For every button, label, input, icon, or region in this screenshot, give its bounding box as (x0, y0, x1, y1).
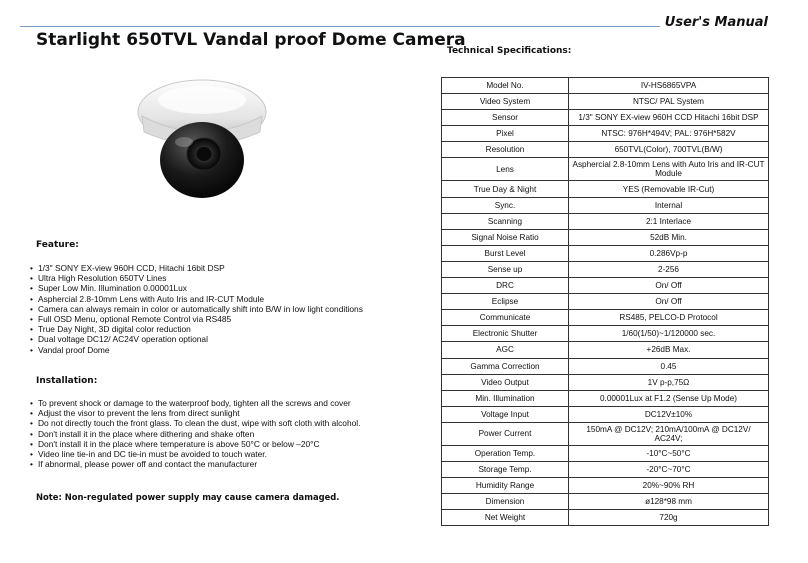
table-row (442, 445, 769, 461)
spec-value: 1/60(1/50)~1/120000 sec. (569, 326, 769, 342)
spec-value: Internal (569, 197, 769, 213)
spec-key: True Day & Night (442, 181, 569, 197)
spec-value: 52dB Min. (569, 229, 769, 245)
spec-value: On/ Off (569, 278, 769, 294)
spec-value: DC12V±10% (569, 406, 769, 422)
spec-key: Dimension (442, 494, 569, 510)
list-item: • True Day Night, 3D digital color reduction (30, 324, 363, 334)
power-supply-note: Note: Non-regulated power supply may cause camera damaged. (36, 492, 340, 502)
spec-key: Video System (442, 94, 569, 110)
table-row (442, 326, 769, 342)
spec-value: 0.45 (569, 358, 769, 374)
spec-value: 20%~90% RH (569, 478, 769, 494)
table-row (442, 310, 769, 326)
spec-key: Sense up (442, 261, 569, 277)
table-row (442, 181, 769, 197)
spec-key: Voltage Input (442, 406, 569, 422)
table-row (442, 245, 769, 261)
page-title: Starlight 650TVL Vandal proof Dome Camera (36, 30, 466, 50)
spec-key: Video Output (442, 374, 569, 390)
table-row (442, 278, 769, 294)
spec-value: Asphercial 2.8-10mm Lens with Auto Iris and IR-CUT Module (569, 158, 769, 181)
table-row (442, 390, 769, 406)
spec-key: Min. Illumination (442, 390, 569, 406)
feature-heading: Feature: (36, 240, 79, 250)
spec-value: 1V p-p,75Ω (569, 374, 769, 390)
list-item: • Don't install it in the place where dithering and shake often (30, 429, 360, 439)
table-row (442, 510, 769, 526)
spec-key: Pixel (442, 126, 569, 142)
spec-key: Eclipse (442, 294, 569, 310)
spec-key: Communicate (442, 310, 569, 326)
spec-value: -20°C~70°C (569, 461, 769, 477)
spec-value: 1/3" SONY EX-view 960H CCD Hitachi 16bit DSP (569, 110, 769, 126)
table-row (442, 142, 769, 158)
table-row (442, 478, 769, 494)
spec-key: Model No. (442, 78, 569, 94)
spec-value: -10°C~50°C (569, 445, 769, 461)
spec-value: NTSC: 976H*494V; PAL: 976H*582V (569, 126, 769, 142)
header-rule (20, 26, 660, 27)
feature-list (30, 263, 363, 355)
table-row (442, 94, 769, 110)
spec-key: Sync. (442, 197, 569, 213)
spec-key: DRC (442, 278, 569, 294)
list-item: • Video line tie-in and DC tie-in must be avoided to touch water. (30, 449, 360, 459)
spec-value: IV-HS6865VPA (569, 78, 769, 94)
spec-value: ø128*98 mm (569, 494, 769, 510)
spec-key: Scanning (442, 213, 569, 229)
table-row (442, 342, 769, 358)
spec-value: 150mA @ DC12V; 210mA/100mA @ DC12V/ AC24V; (569, 422, 769, 445)
list-item: • If abnormal, please power off and contact the manufacturer (30, 459, 360, 469)
spec-section-title: Technical Specifications: (447, 46, 572, 56)
table-row (442, 294, 769, 310)
list-item: • 1/3" SONY EX-view 960H CCD, Hitachi 16bit DSP (30, 263, 363, 273)
spec-value: 650TVL(Color), 700TVL(B/W) (569, 142, 769, 158)
list-item: • Dual voltage DC12/ AC24V operation optional (30, 334, 363, 344)
spec-value: 2:1 Interlace (569, 213, 769, 229)
spec-key: Signal Noise Ratio (442, 229, 569, 245)
manual-label: User's Manual (664, 15, 768, 30)
spec-key: Burst Level (442, 245, 569, 261)
list-item: • Vandal proof Dome (30, 345, 363, 355)
spec-value: +26dB Max. (569, 342, 769, 358)
table-row (442, 358, 769, 374)
spec-value: RS485, PELCO-D Protocol (569, 310, 769, 326)
list-item: • Full OSD Menu, optional Remote Control via RS485 (30, 314, 363, 324)
spec-key: Resolution (442, 142, 569, 158)
table-row (442, 494, 769, 510)
list-item: • Ultra High Resolution 650TV Lines (30, 273, 363, 283)
spec-key: Sensor (442, 110, 569, 126)
dome-camera-image (132, 72, 272, 202)
spec-key: Net Weight (442, 510, 569, 526)
list-item: • Do not directly touch the front glass. To clean the dust, wipe with soft cloth with alcohol. (30, 418, 360, 428)
spec-table (441, 77, 769, 526)
table-row (442, 78, 769, 94)
list-item: • Don't install it in the place where temperature is above 50°C or below –20°C (30, 439, 360, 449)
table-row (442, 406, 769, 422)
spec-value: 2-256 (569, 261, 769, 277)
table-row (442, 213, 769, 229)
spec-key: Gamma Correction (442, 358, 569, 374)
list-item: • Asphercial 2.8-10mm Lens with Auto Iris and IR-CUT Module (30, 294, 363, 304)
table-row (442, 110, 769, 126)
table-row (442, 461, 769, 477)
table-row (442, 261, 769, 277)
list-item: • Adjust the visor to prevent the lens from direct sunlight (30, 408, 360, 418)
spec-value: 0.286Vp-p (569, 245, 769, 261)
table-row (442, 126, 769, 142)
spec-value: On/ Off (569, 294, 769, 310)
table-row (442, 422, 769, 445)
installation-list (30, 398, 360, 469)
spec-key: AGC (442, 342, 569, 358)
spec-key: Lens (442, 158, 569, 181)
spec-key: Operation Temp. (442, 445, 569, 461)
spec-key: Electronic Shutter (442, 326, 569, 342)
spec-key: Storage Temp. (442, 461, 569, 477)
installation-heading: Installation: (36, 376, 98, 386)
list-item: • Camera can always remain in color or automatically shift into B/W in low light conditions (30, 304, 363, 314)
list-item: • Super Low Min. Illumination 0.00001Lux (30, 283, 363, 293)
table-row (442, 158, 769, 181)
spec-key: Power Current (442, 422, 569, 445)
table-row (442, 374, 769, 390)
spec-value: YES (Removable IR-Cut) (569, 181, 769, 197)
spec-value: NTSC/ PAL System (569, 94, 769, 110)
spec-value: 0.00001Lux at F1.2 (Sense Up Mode) (569, 390, 769, 406)
spec-value: 720g (569, 510, 769, 526)
spec-key: Humidity Range (442, 478, 569, 494)
list-item: • To prevent shock or damage to the waterproof body, tighten all the screws and cover (30, 398, 360, 408)
table-row (442, 197, 769, 213)
table-row (442, 229, 769, 245)
